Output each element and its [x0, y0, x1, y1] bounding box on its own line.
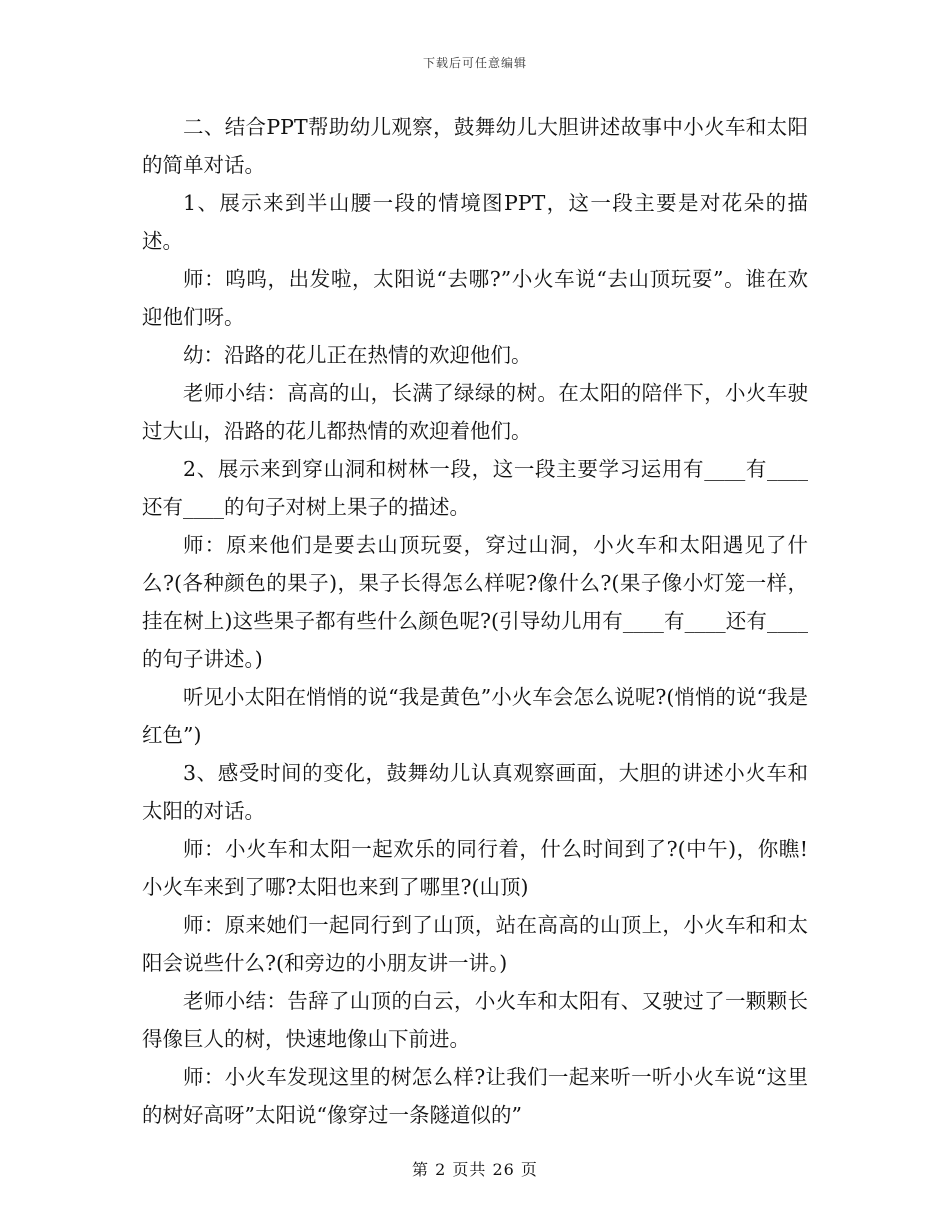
- paragraph: 老师小结：告辞了山顶的白云，小火车和太阳有、又驶过了一颗颗长得像巨人的树，快速地像山下前进。: [142, 989, 808, 1051]
- paragraph: 2、展示来到穿山洞和树林一段，这一段主要学习运用有____有____还有____的句子对树上果子的描述。: [142, 457, 808, 519]
- paragraph: 师：小火车和太阳一起欢乐的同行着，什么时间到了?(中午)，你瞧!小火车来到了哪?太阳也来到了哪里?(山顶): [142, 837, 808, 899]
- page-number: 第 2 页共 26 页: [412, 1160, 538, 1179]
- document-body: [142, 108, 808, 1134]
- paragraph: 幼：沿路的花儿正在热情的欢迎他们。: [183, 343, 532, 367]
- paragraph: 3、感受时间的变化，鼓舞幼儿认真观察画面，大胆的讲述小火车和太阳的对话。: [142, 761, 808, 823]
- paragraph: 1、展示来到半山腰一段的情境图PPT，这一段主要是对花朵的描述。: [142, 191, 808, 253]
- page-header: 下载后可任意编辑: [422, 56, 527, 70]
- paragraph: 师：小火车发现这里的树怎么样?让我们一起来听一听小火车说“这里的树好高呀”太阳说“像穿过一条隧道似的”: [142, 1065, 808, 1127]
- paragraph: 老师小结：高高的山，长满了绿绿的树。在太阳的陪伴下，小火车驶过大山，沿路的花儿都热情的欢迎着他们。: [142, 381, 808, 443]
- paragraph: 听见小太阳在悄悄的说“我是黄色”小火车会怎么说呢?(悄悄的说“我是红色”): [142, 685, 808, 747]
- paragraph: 二、结合PPT帮助幼儿观察，鼓舞幼儿大胆讲述故事中小火车和太阳的简单对话。: [142, 115, 808, 177]
- paragraph: 师：原来她们一起同行到了山顶，站在高高的山顶上，小火车和和太阳会说些什么?(和旁边的小朋友讲一讲。): [142, 913, 808, 975]
- paragraph: 师：呜呜，出发啦，太阳说“去哪?”小火车说“去山顶玩耍”。谁在欢迎他们呀。: [142, 267, 808, 329]
- paragraph: 师：原来他们是要去山顶玩耍，穿过山洞，小火车和太阳遇见了什么?(各种颜色的果子)，果子长得怎么样呢?像什么?(果子像小灯笼一样，挂在树上)这些果子都有些什么颜色呢?(引导幼儿用有____有____还有____的句子讲述。): [142, 533, 808, 671]
